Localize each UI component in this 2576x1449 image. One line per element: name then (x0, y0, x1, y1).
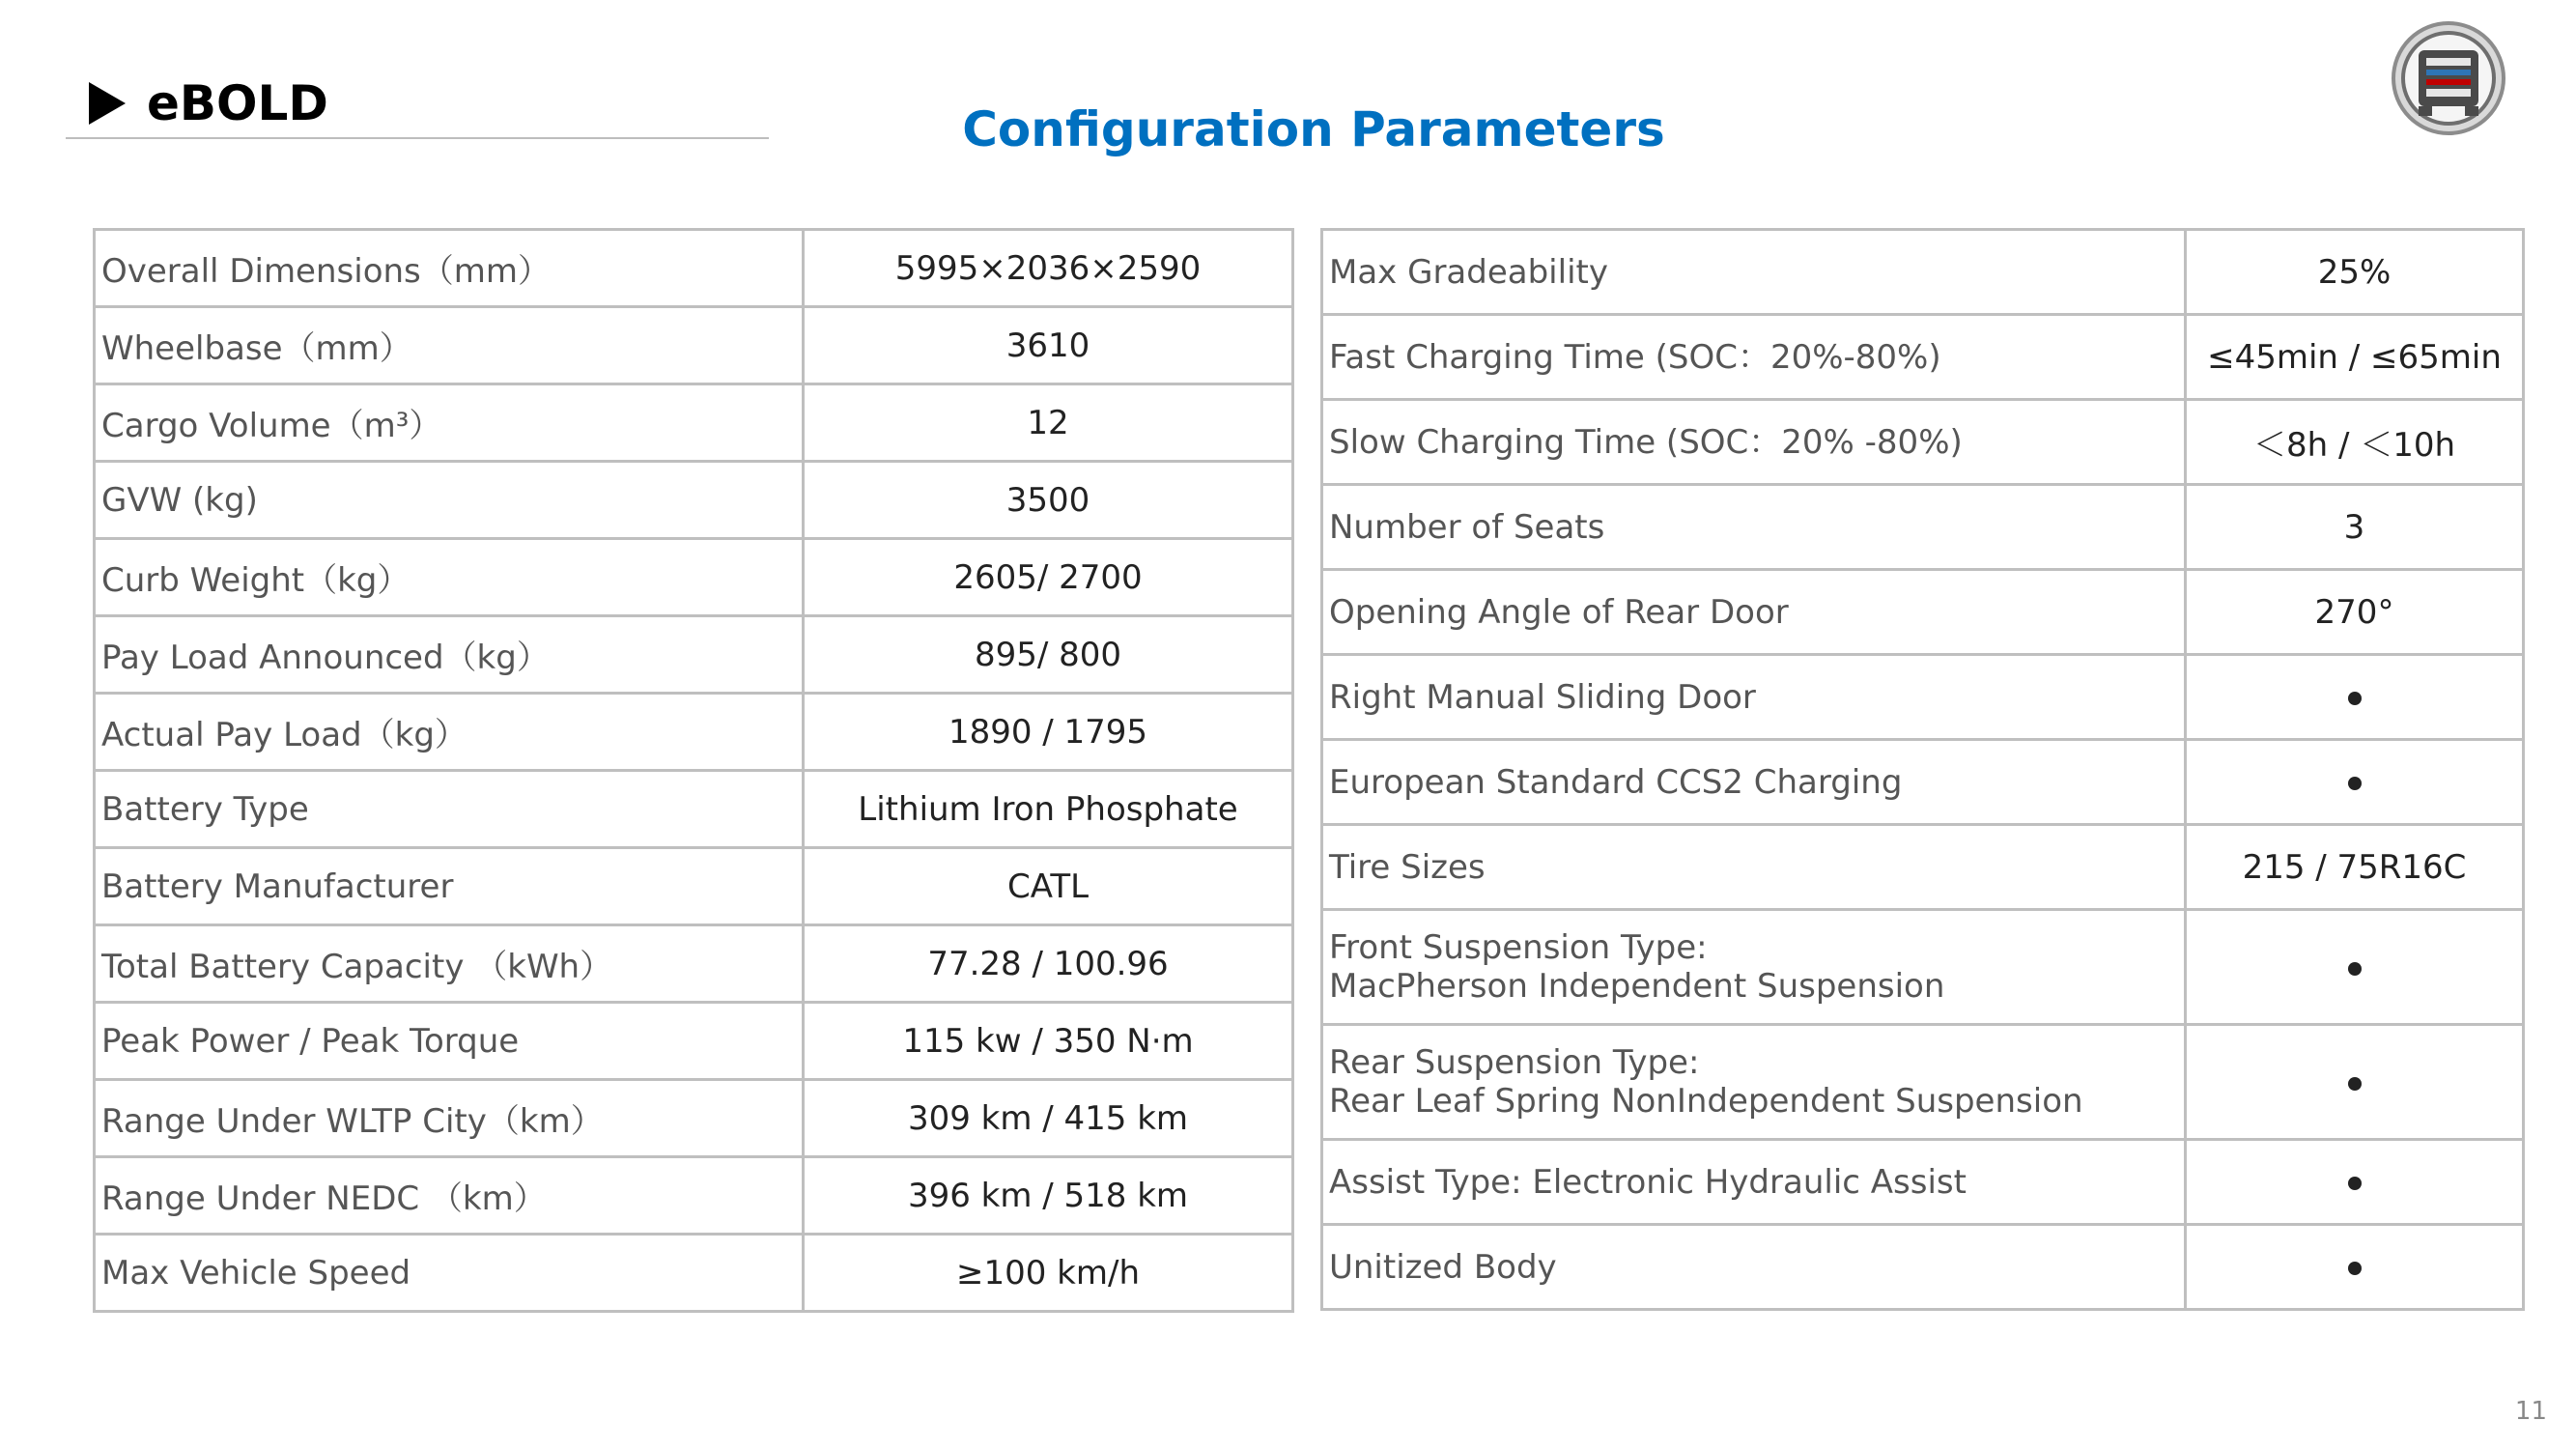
company-logo-icon (2390, 19, 2507, 137)
spec-label-text: Rear Leaf Spring NonIndependent Suspension (1329, 1082, 2083, 1121)
spec-label-text: Range Under WLTP City（km） (101, 1102, 604, 1141)
spec-value: Lithium Iron Phosphate (804, 771, 1293, 848)
table-row (95, 539, 1293, 616)
spec-label-text: Curb Weight（kg） (101, 561, 410, 600)
bullet-dot (2348, 692, 2362, 705)
spec-label (1322, 740, 2186, 825)
spec-label (95, 771, 804, 848)
table-row (1322, 655, 2524, 740)
spec-label-text: Number of Seats (1329, 507, 1605, 547)
spec-value: 12 (804, 384, 1293, 462)
spec-value (2186, 910, 2524, 1025)
table-row (95, 384, 1293, 462)
spec-label (1322, 1140, 2186, 1225)
spec-value: 895/ 800 (804, 616, 1293, 694)
spec-label-text: Battery Manufacturer (101, 867, 454, 906)
spec-label-text: European Standard CCS2 Charging (1329, 762, 1903, 802)
spec-label-text: Actual Pay Load（kg） (101, 716, 467, 754)
spec-label-text: Opening Angle of Rear Door (1329, 592, 1789, 632)
spec-value: 270° (2186, 570, 2524, 655)
spec-label-text: Fast Charging Time (SOC：20%-80%) (1329, 337, 1941, 377)
spec-label-text: MacPherson Independent Suspension (1329, 967, 1945, 1006)
spec-value: 1890 / 1795 (804, 694, 1293, 771)
spec-value: 3 (2186, 485, 2524, 570)
table-row (95, 925, 1293, 1003)
spec-label-text: Total Battery Capacity （kWh） (101, 948, 613, 986)
spec-value: 396 km / 518 km (804, 1157, 1293, 1235)
spec-label (1322, 570, 2186, 655)
spec-label (1322, 400, 2186, 485)
brand-name: eBOLD (147, 75, 328, 131)
spec-value (2186, 655, 2524, 740)
spec-label (95, 1003, 804, 1080)
table-row (1322, 315, 2524, 400)
table-row (95, 462, 1293, 539)
spec-value (2186, 1140, 2524, 1225)
spec-label-text: Wheelbase（mm） (101, 329, 412, 368)
spec-value: 3500 (804, 462, 1293, 539)
spec-label (95, 1235, 804, 1312)
table-row (95, 1080, 1293, 1157)
spec-label (95, 462, 804, 539)
spec-label-text: Peak Power / Peak Torque (101, 1021, 520, 1061)
table-row (1322, 570, 2524, 655)
spec-label (95, 848, 804, 925)
spec-label-text: GVW (kg) (101, 480, 258, 520)
spec-value: 25% (2186, 230, 2524, 315)
spec-value: 3610 (804, 307, 1293, 384)
table-row (95, 1157, 1293, 1235)
table-row (95, 771, 1293, 848)
spec-label (1322, 825, 2186, 910)
spec-label (95, 384, 804, 462)
spec-label (95, 307, 804, 384)
spec-value: 2605/ 2700 (804, 539, 1293, 616)
spec-label (1322, 485, 2186, 570)
spec-value: 309 km / 415 km (804, 1080, 1293, 1157)
spec-value (2186, 1025, 2524, 1140)
spec-value (2186, 740, 2524, 825)
table-row (1322, 825, 2524, 910)
spec-value: ＜8h / ＜10h (2186, 400, 2524, 485)
table-row (1322, 230, 2524, 315)
bullet-dot (2348, 1262, 2362, 1275)
bullet-dot (2348, 1177, 2362, 1190)
spec-value: 115 kw / 350 N·m (804, 1003, 1293, 1080)
specs-table-left (93, 228, 1294, 1313)
spec-label (1322, 230, 2186, 315)
spec-value: CATL (804, 848, 1293, 925)
specs-table-right (1320, 228, 2525, 1311)
spec-label (95, 539, 804, 616)
table-row (95, 1235, 1293, 1312)
table-row (95, 694, 1293, 771)
table-row (95, 616, 1293, 694)
spec-label (95, 1157, 804, 1235)
table-row (1322, 910, 2524, 1025)
spec-label (1322, 315, 2186, 400)
spec-label-text: Overall Dimensions（mm） (101, 252, 551, 291)
spec-label-text: Max Gradeability (1329, 252, 1608, 292)
spec-label (1322, 1225, 2186, 1310)
spec-label (95, 230, 804, 307)
page-title: Configuration Parameters (962, 101, 1665, 157)
bullet-dot (2348, 777, 2362, 790)
spec-label-text: Max Vehicle Speed (101, 1253, 411, 1293)
spec-label-text: Cargo Volume（m³） (101, 407, 442, 445)
spec-label-text: Pay Load Announced（kg） (101, 639, 550, 677)
spec-label (1322, 655, 2186, 740)
spec-value: ≥100 km/h (804, 1235, 1293, 1312)
spec-label-text: Battery Type (101, 789, 309, 829)
spec-label-text: Tire Sizes (1329, 847, 1486, 887)
spec-label (1322, 910, 2186, 1025)
spec-value: 77.28 / 100.96 (804, 925, 1293, 1003)
spec-value: 215 / 75R16C (2186, 825, 2524, 910)
spec-label (95, 1080, 804, 1157)
table-row (1322, 485, 2524, 570)
table-row (1322, 1140, 2524, 1225)
table-row (95, 848, 1293, 925)
spec-label-text: Slow Charging Time (SOC：20% -80%) (1329, 422, 1963, 462)
table-row (95, 307, 1293, 384)
table-row (1322, 740, 2524, 825)
spec-label (1322, 1025, 2186, 1140)
table-row (95, 1003, 1293, 1080)
spec-label-text: Right Manual Sliding Door (1329, 677, 1756, 717)
table-row (1322, 1025, 2524, 1140)
bullet-dot (2348, 1077, 2362, 1091)
spec-label (95, 925, 804, 1003)
spec-label-text: Rear Suspension Type: (1329, 1043, 1700, 1082)
table-row (1322, 400, 2524, 485)
table-row (1322, 1225, 2524, 1310)
spec-label-text: Front Suspension Type: (1329, 928, 1708, 967)
spec-label-text: Assist Type: Electronic Hydraulic Assist (1329, 1162, 1967, 1202)
page-number: 11 (2514, 1397, 2547, 1426)
table-row (95, 230, 1293, 307)
spec-value: 5995×2036×2590 (804, 230, 1293, 307)
spec-value (2186, 1225, 2524, 1310)
spec-label-text: Range Under NEDC （km） (101, 1179, 547, 1218)
bullet-dot (2348, 962, 2362, 976)
spec-value: ≤45min / ≤65min (2186, 315, 2524, 400)
spec-label-text: Unitized Body (1329, 1247, 1557, 1287)
spec-label (95, 694, 804, 771)
spec-label (95, 616, 804, 694)
